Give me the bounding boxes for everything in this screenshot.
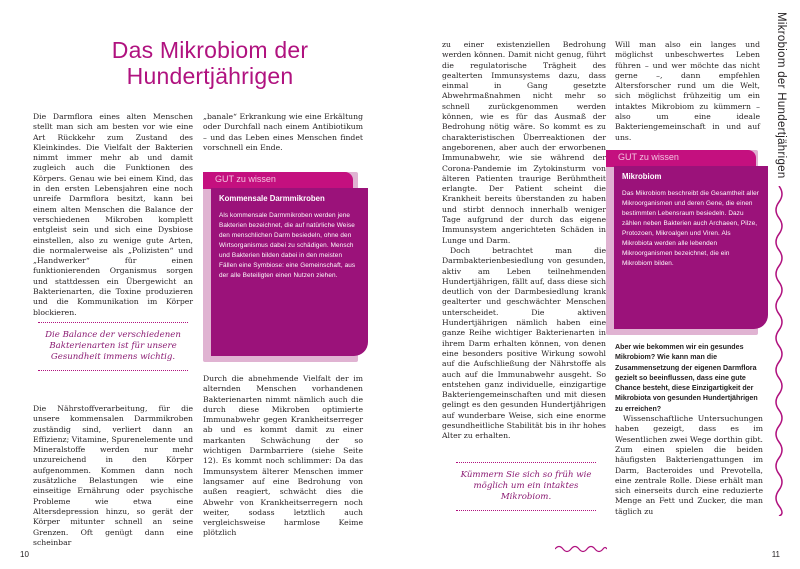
page-number-left: 10 [20,550,29,559]
info-box-text: Als kommensale Darmmikroben werden jene Bakterien bezeichnet, die auf natürliche Weise den menschlichen Darm besiedeln, ohne den Wirtsorganismus dabei zu schädigen. Mensch und Bakterien bilden dabei in den meisten Fällen eine Symbiose: eine Gemeinschaft, aus der alle Beteiligten einen Nutzen ziehen. [219,212,356,279]
paragraph: Will man also ein langes und möglichst unbeschwertes Leben führen – und wer möchte das nicht gerne –, dann empfehlen Altersforscher rund um die Welt, sich möglichst frühzeitig um ein intaktes Mikrobiom zu kümmern – also um eine ideale Bakteriengemeinschaft in und auf uns. [615,40,760,142]
text-column-1 [33,112,193,318]
paragraph: Wissenschaftliche Untersuchungen haben gezeigt, dass es im Wesentlichen zwei Wege dorthin gibt. Zum einen spielen die beiden häufigsten Bakteriengattungen im Darm, Bacteroides und Prevotella, eine zentrale Rolle. Diese erhält man sich einerseits durch eine reduzierte Menge an Fett und Zucker, die man täglich zu [615,414,763,516]
info-box-heading: Kommensale Darmmikroben [219,194,325,203]
pull-quote [38,330,188,363]
paragraph: zu einer existenziellen Bedrohung werden können. Damit nicht genug, führt die regulatorische Trägheit des gealterten Immunsystems dazu, dass einmal in Gang gesetzte Abwehrmaßnahmen nicht mehr so schnell zurückgenommen werden können, wie es für das Ausmaß der Bedrohung nötig wäre. So kommt es zu charakteristischen Überreaktionen der angeborenen, aber auch der erworbenen Immunabwehr, wie sie während der Corona-Pandemie im Zytokinsturm von älteren Patienten traurige Berühmtheit erlangte. Der Patient scheint die Krankheit bereits überstanden zu haben und stirbt dennoch innerhalb weniger Tage aufgrund der durch das eigene Immunsystem angerichteten Schäden in Lunge und Darm. [442,40,606,245]
wave-decoration-bottom [555,544,607,554]
text-column-4 [615,40,760,143]
info-box-content [614,166,768,329]
running-title: Mikrobiom der Hundertjährigen [775,12,787,179]
text-column-3 [442,40,606,442]
info-box-label: GUT zu wissen [618,152,679,162]
article-title: Das Mikrobiom der Hundertjährigen [111,37,309,90]
paragraph: Die Nährstoffverarbeitung, für die unsere kommensalen Darmmikroben zuständig sind, verliert dann an Effizienz; Vitamine, Spurenelemente und Mineralstoffe werden nur mehr unzureichend in den Körper aufgenommen. Kommen dann noch zusätzliche Belastungen wie eine einseitige Ernährung oder psychische Probleme wie etwa eine Altersdepression hinzu, so gerät der Körper mitunter schnell an seine Grenzen. Oft genügt dann eine scheinbar [33,404,193,547]
pull-quote-text: Die Balance der verschiedenen Bakterienarten ist für unsere Gesundheit immens wichtig. [45,330,181,362]
paragraph: Doch betrachtet man die Darmbakterienbesiedlung von gesunden, aktiv am Leben teilnehmenden Hundertjährigen, fällt auf, dass diese sich deutlich von der Darmbesiedlung krank gealterter und geschwächter Menschen unterscheidet. Die aktiven Hundertjährigen nämlich haben eine ganze Reihe wichtiger Bakterienarten in ihrem Darm erhalten können, von denen eine besonders positive Wirkung sowohl auf die Aufschließung der Nährstoffe als auch auf die Immunabwehr ausgeht. So entstehen ganz individuelle, einzigartige Bakteriengemeinschaften und mit diesen gelingt es den gesunden Hundertjährigen auf wunderbare Weise, sich eine enorme gesundheitliche Stabilität bis in ihr hohes Alter zu erhalten. [442,245,606,441]
right-page [400,0,800,569]
pull-quote [456,470,596,503]
wave-decoration [771,186,787,516]
paragraph: Die Darmflora eines alten Menschen stellt man sich am besten vor wie eine Art Rückkehr zum Zustand des Kleinkindes. Die Vielfalt der Bakterien nimmt immer mehr ab und damit zugleich auch die Funktionen des Körpers. Genau wie bei einem Kind, das in den ersten Lebensjahren eine noch unreife Darmflora besitzt, kann bei einem alten Menschen die Balance der verschiedenen Mikroben komplett entgleist sein und sich eine Dysbiose einstellen, also zu wenige gute Arten, die normalerweise als „Polizisten“ und „Handwerker“ für einen funktionierenden Organismus sorgen und stattdessen ein Übergewicht an Bakterienarten, die Toxine produzieren und die Kommunikation im Körper blockieren. [33,112,193,317]
page-number-right: 11 [771,550,780,559]
paragraph: „banale“ Erkrankung wie eine Erkältung oder Durchfall nach einem Antibiotikum – und das Leben eines Menschen findet vorschnell ein Ende. [203,112,363,152]
info-box-label: GUT zu wissen [215,174,276,184]
info-box-mikrobiom [606,150,768,335]
question-paragraph: Aber wie bekommen wir ein gesundes Mikrobiom? Wie kann man die Zusammensetzung der eigenen Darmflora gezielt so beeinflussen, dass eine gute Chance besteht, diese Einzigartigkeit der Mikrobiota von gesunden Hundertjährigen zu erreichen? [615,343,758,413]
info-box-text: Das Mikrobiom beschreibt die Gesamtheit aller Mikroorganismen und deren Gene, die einen bestimmten Lebensraum besiedeln. Dazu zählen neben Bakterien auch Archaeen, Pilze, Protozoen, Mikroalgen und Viren. Als Mikrobiota werden alle lebenden Mikroorganismen bezeichnet, die ein Mikrobiom bilden. [622,190,759,267]
info-box-content [211,188,368,356]
paragraph: Durch die abnehmende Vielfalt der im alternden Menschen vorhandenen Bakterienarten nimmt nämlich auch die durch diese Mikroben optimierte Immunabwehr gegen Krankheitserreger ab und es kommt damit zu einer markanten Schwächung der so wichtigen Darmbarriere (siehe Seite 12). Es kommt noch schlimmer: Da das Immunsystem älterer Menschen immer langsamer auf eine Bedrohung von außen reagiert, schwächt dies die Abwehr von Krankheitserregern noch weiter, sodass letztlich auch vergleichsweise harmlose Keime plötzlich [203,374,363,538]
text-column-2b [203,374,363,539]
text-column-1b [33,404,193,548]
text-column-4b [615,342,763,517]
info-box-kommensale [203,172,368,362]
pull-quote-text: Kümmern Sie sich so früh wie möglich um ein intaktes Mikrobiom. [460,470,592,502]
info-box-heading: Mikrobiom [622,172,662,181]
text-column-2 [203,112,363,153]
